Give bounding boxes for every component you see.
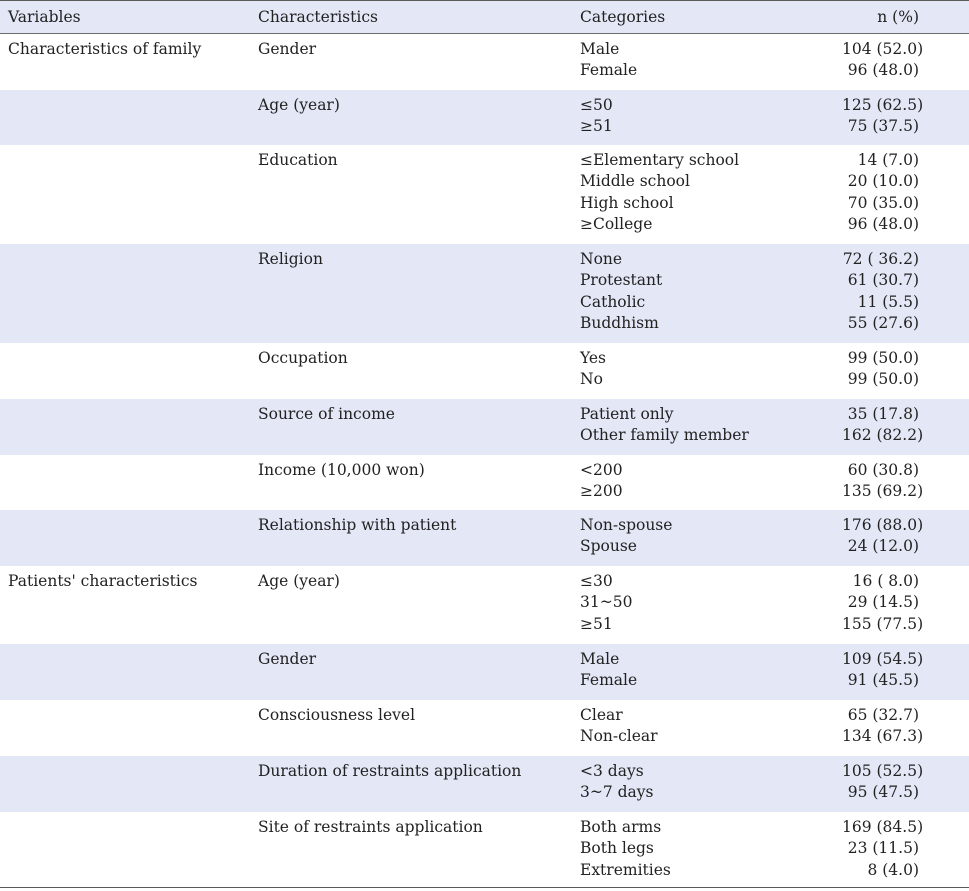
categories-cell	[572, 95, 842, 145]
table-row	[0, 90, 969, 145]
values-cell	[842, 95, 969, 145]
variable-cell: Patients' characteristics	[8, 572, 198, 590]
variable-cell	[0, 150, 250, 171]
value-item: 55 (27.6)	[847, 313, 919, 332]
category-item: Buddhism	[580, 313, 659, 332]
value-item: 96 (48.0)	[847, 61, 919, 80]
category-item: Non-clear	[580, 727, 658, 746]
value-item: 162 (82.2)	[842, 426, 924, 445]
value-item: 176 (88.0)	[842, 516, 924, 534]
value-item: 8 (4.0)	[867, 860, 919, 879]
category-item: ≥51	[580, 117, 613, 136]
category-item: High school	[580, 193, 674, 212]
characteristic-cell: Occupation	[258, 349, 348, 367]
category-item: Both legs	[580, 839, 654, 858]
value-item: 23 (11.5)	[847, 839, 919, 858]
category-item: Yes	[580, 349, 607, 367]
values-cell	[842, 571, 969, 644]
header-categories: Categories	[580, 8, 666, 26]
characteristic-cell: Source of income	[258, 405, 395, 423]
value-item: 109 (54.5)	[842, 650, 924, 668]
variable-cell	[0, 95, 250, 116]
values-cell	[842, 705, 969, 756]
characteristic-cell: Relationship with patient	[258, 516, 457, 534]
values-cell	[842, 348, 969, 399]
values-cell	[842, 150, 969, 244]
header-n-percent: n (%)	[877, 8, 919, 26]
table-row	[0, 34, 969, 90]
values-cell	[842, 404, 969, 455]
header-characteristics: Characteristics	[258, 8, 378, 26]
variable-cell	[0, 649, 250, 670]
value-item: 155 (77.5)	[842, 614, 924, 633]
category-item: Spouse	[580, 537, 637, 556]
table-row	[0, 566, 969, 644]
variable-cell	[0, 348, 250, 369]
characteristic-cell: Site of restraints application	[258, 818, 483, 836]
characteristic-cell: Income (10,000 won)	[258, 461, 425, 479]
value-item: 16 ( 8.0)	[852, 572, 919, 590]
table-row	[0, 244, 969, 343]
category-item: <3 days	[580, 762, 644, 780]
variable-cell	[0, 460, 250, 481]
table-row	[0, 756, 969, 812]
characteristic-cell: Religion	[258, 250, 323, 268]
categories-cell	[572, 404, 842, 455]
category-item: Female	[580, 61, 638, 80]
values-cell	[842, 817, 969, 887]
variable-cell	[0, 404, 250, 425]
value-item: 70 (35.0)	[847, 193, 919, 212]
values-cell	[842, 515, 969, 566]
characteristic-cell: Age (year)	[258, 572, 340, 590]
category-item: Middle school	[580, 172, 690, 191]
category-item: Male	[580, 40, 620, 58]
variable-cell	[0, 761, 250, 782]
value-item: 75 (37.5)	[847, 117, 919, 136]
category-item: <200	[580, 461, 623, 479]
categories-cell	[572, 348, 842, 399]
category-item: ≤30	[580, 572, 613, 590]
category-item: Male	[580, 650, 620, 668]
value-item: 125 (62.5)	[842, 96, 924, 114]
variable-cell	[0, 515, 250, 536]
values-cell	[842, 460, 969, 510]
value-item: 60 (30.8)	[847, 461, 919, 479]
category-item: Extremities	[580, 860, 671, 879]
category-item: Female	[580, 671, 638, 690]
variable-cell: Characteristics of family	[8, 40, 202, 58]
value-item: 169 (84.5)	[842, 818, 924, 836]
value-item: 95 (47.5)	[847, 783, 919, 802]
characteristic-cell: Consciousness level	[258, 706, 416, 724]
header-variables: Variables	[8, 8, 81, 26]
category-item: ≥College	[580, 214, 653, 233]
categories-cell	[572, 571, 842, 644]
variable-cell	[0, 249, 250, 270]
table-row	[0, 343, 969, 399]
value-item: 99 (50.0)	[847, 349, 919, 367]
value-item: 104 (52.0)	[842, 40, 924, 58]
value-item: 14 (7.0)	[857, 151, 919, 169]
category-item: ≤50	[580, 96, 613, 114]
variable-cell	[0, 705, 250, 726]
value-item: 134 (67.3)	[842, 727, 924, 746]
category-item: Non-spouse	[580, 516, 673, 534]
characteristic-cell: Gender	[258, 40, 317, 58]
category-item: ≥51	[580, 614, 613, 633]
table-row	[0, 455, 969, 510]
variable-cell	[0, 817, 250, 838]
value-item: 99 (50.0)	[847, 370, 919, 389]
category-item: None	[580, 250, 623, 268]
value-item: 11 (5.5)	[857, 292, 919, 311]
category-item: Protestant	[580, 271, 663, 290]
category-item: ≥200	[580, 482, 623, 501]
table-row	[0, 812, 969, 888]
values-cell	[842, 249, 969, 343]
category-item: Patient only	[580, 405, 674, 423]
categories-cell	[572, 761, 842, 812]
table-row	[0, 399, 969, 455]
table-row	[0, 510, 969, 566]
category-item: 3~7 days	[580, 783, 654, 802]
category-item: ≤Elementary school	[580, 151, 740, 169]
value-item: 65 (32.7)	[847, 706, 919, 724]
table-row	[0, 644, 969, 700]
values-cell	[842, 761, 969, 812]
characteristic-cell: Gender	[258, 650, 317, 668]
value-item: 96 (48.0)	[847, 214, 919, 233]
categories-cell	[572, 39, 842, 90]
categories-cell	[572, 249, 842, 343]
category-item: 31~50	[580, 593, 633, 612]
categories-cell	[572, 649, 842, 700]
values-cell	[842, 649, 969, 700]
categories-cell	[572, 460, 842, 510]
categories-cell	[572, 817, 842, 887]
categories-cell	[572, 705, 842, 756]
categories-cell	[572, 150, 842, 244]
category-item: Clear	[580, 706, 623, 724]
value-item: 24 (12.0)	[847, 537, 919, 556]
categories-cell	[572, 515, 842, 566]
values-cell	[842, 39, 969, 90]
characteristic-cell: Age (year)	[258, 96, 340, 114]
value-item: 35 (17.8)	[847, 405, 919, 423]
value-item: 91 (45.5)	[847, 671, 919, 690]
value-item: 105 (52.5)	[842, 762, 924, 780]
category-item: Both arms	[580, 818, 662, 836]
table-row	[0, 145, 969, 244]
table-row	[0, 700, 969, 756]
characteristic-cell: Duration of restraints application	[258, 762, 522, 780]
value-item: 135 (69.2)	[842, 482, 924, 501]
value-item: 72 ( 36.2)	[842, 250, 919, 268]
value-item: 20 (10.0)	[847, 172, 919, 191]
value-item: 61 (30.7)	[847, 271, 919, 290]
value-item: 29 (14.5)	[847, 593, 919, 612]
table-header	[0, 1, 969, 34]
category-item: No	[580, 370, 603, 389]
category-item: Catholic	[580, 292, 646, 311]
category-item: Other family member	[580, 426, 749, 445]
characteristic-cell: Education	[258, 151, 338, 169]
